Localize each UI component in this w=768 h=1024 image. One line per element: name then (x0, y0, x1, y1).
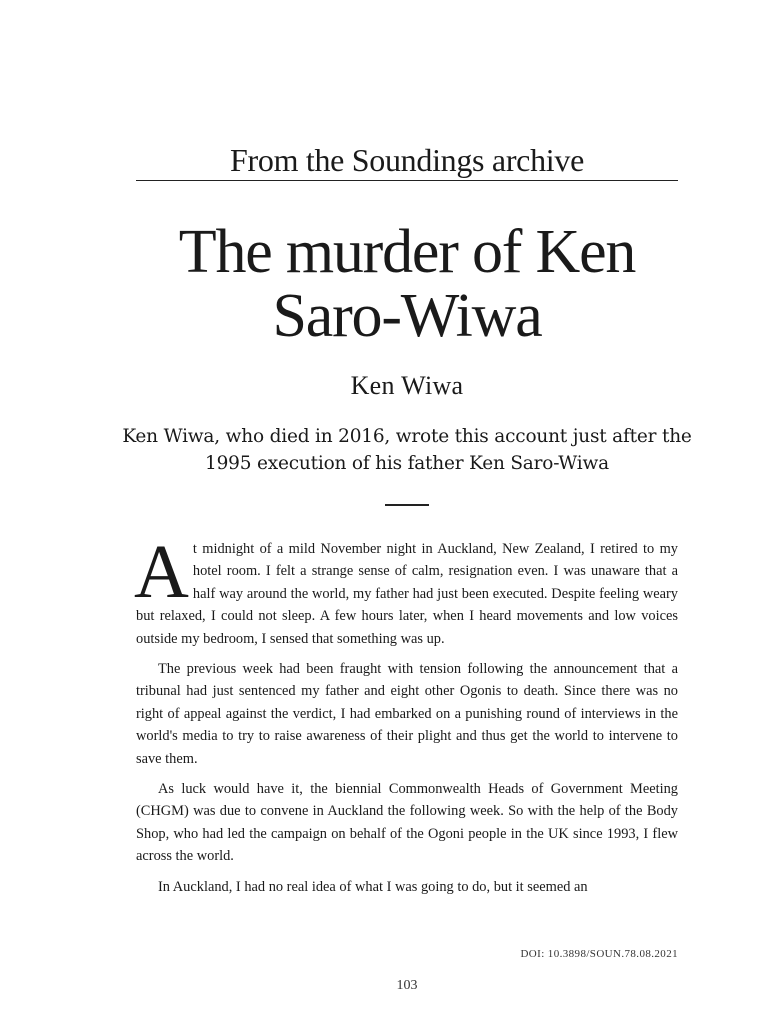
heading-rule (136, 180, 678, 181)
drop-cap: A (134, 530, 189, 614)
standfirst: Ken Wiwa, who died in 2016, wrote this account just after the 1995 execution of his father Ken Saro-Wiwa (122, 426, 692, 474)
body-paragraph: The previous week had been fraught with tension following the announcement that a tribunal had just sentenced my father and eight other Ogonis to death. Since there was no right of appeal against the verdict, I had embarked on a punishing round of interviews in the world's media to try to raise awareness of their plight and thus get the world to intervene to save them. (136, 661, 678, 767)
body-paragraph: As luck would have it, the biennial Commonwealth Heads of Government Meeting (CHGM) was due to convene in Auckland the following week. So with the help of the Body Shop, who had led the campaign on behalf of the Ogoni people in the UK since 1993, I flew across the world. (136, 781, 678, 865)
article-author: Ken Wiwa (350, 371, 464, 400)
section-divider (385, 504, 429, 506)
article-body (134, 530, 678, 906)
body-paragraph: In Auckland, I had no real idea of what I was going to do, but it seemed an (158, 878, 588, 895)
doi-label: DOI: 10.3898/SOUN.78.08.2021 (520, 948, 678, 960)
series-heading: From the Soundings archive (230, 142, 584, 178)
page-number: 103 (396, 978, 418, 993)
article-title: The murder of Ken Saro-Wiwa (178, 218, 636, 350)
body-paragraph (134, 530, 678, 650)
paragraph-text: t midnight of a mild November night in Auckland, New Zealand, I retired to my hotel room. I felt a strange sense of calm, resignation even. I was unaware that a half way around the world, my father had just been executed. Despite feeling weary but relaxed, I could not sleep. A few hours later, when I heard movements and low voices outside my bedroom, I sensed that something was up. (136, 541, 678, 647)
